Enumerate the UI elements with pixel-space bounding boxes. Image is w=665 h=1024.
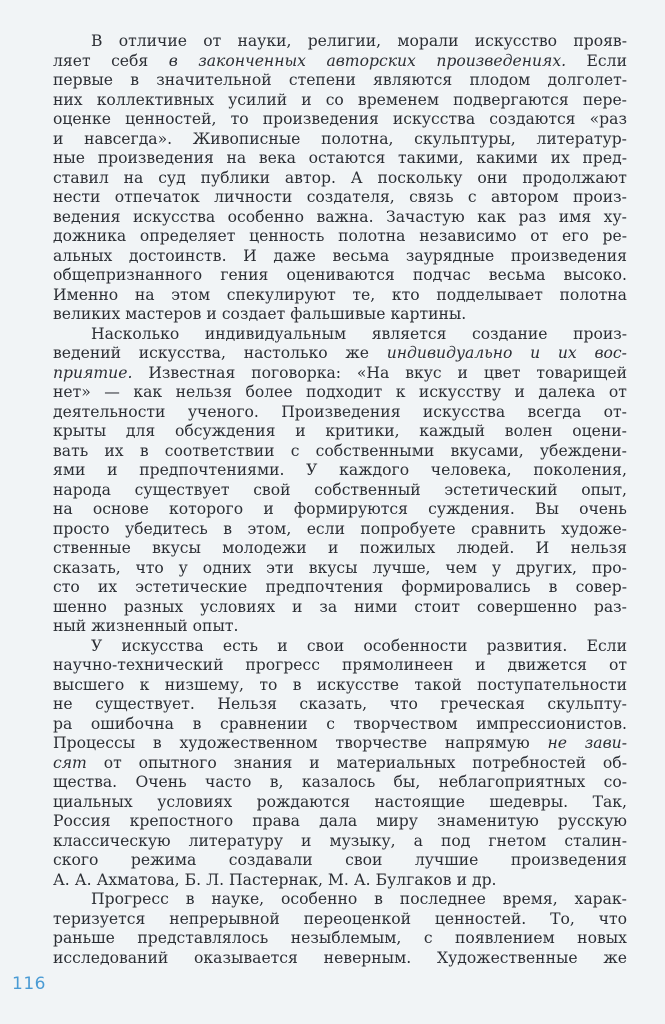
text-line: научно-технический прогресс прямолинеен и движется от	[53, 656, 627, 674]
text-line: альных достоинств. И даже весьма заурядные произведения	[53, 246, 627, 265]
text-line: народа существует свой собственный эстетический опыт,	[53, 480, 627, 499]
text-line: ведения искусства особенно важна. Зачастую как раз имя ху-	[53, 207, 627, 226]
text-line: ственные вкусы молодежи и пожилых людей. И нельзя	[53, 539, 627, 557]
text-line: сто их эстетические предпочтения формировались в совер-	[53, 578, 627, 596]
paragraph-3	[53, 637, 627, 891]
text-line: ского режима создавали свои лучшие произведения	[53, 851, 627, 869]
text-line: не существует. Нельзя сказать, что греческая скульпту-	[53, 695, 627, 713]
text-line: на основе которого и формируются суждения. Вы очень	[53, 500, 627, 518]
text-line: ями и предпочтениями. У каждого человека, поколения,	[53, 461, 627, 479]
text-line: нет» — как нельзя более подходит к искусству и далека от	[53, 383, 627, 401]
text-line: ставил на суд публики автор. А поскольку они продолжают	[53, 168, 627, 187]
text-line: раньше представлялось незыблемым, с появлением новых	[53, 929, 627, 947]
text-line: Насколько индивидуальным является создание произ-	[91, 324, 627, 343]
text-line: А. А. Ахматова, Б. Л. Пастернак, М. А. Булгаков и др.	[53, 870, 497, 889]
text-line: крыты для обсуждения и критики, каждый волен оцени-	[53, 422, 627, 440]
text-line: деятельности ученого. Произведения искусства всегда от-	[53, 402, 627, 421]
body-text	[53, 32, 627, 968]
text-line: сят от опытного знания и материальных потребностей об-	[53, 753, 627, 772]
text-line: Именно на этом спекулируют те, кто подделывает полотна	[53, 285, 627, 304]
text-line: циальных условиях рождаются настоящие шедевры. Так,	[53, 792, 627, 811]
text-line: ные произведения на века остаются такими, какими их пред-	[53, 149, 627, 167]
text-line: Прогресс в науке, особенно в последнее время, харак-	[91, 890, 627, 908]
text-line: У искусства есть и свои особенности развития. Если	[91, 636, 627, 655]
text-line: и навсегда». Живописные полотна, скульптуры, литератур-	[53, 129, 627, 148]
text-line: щества. Очень часто в, казалось бы, неблагоприятных со-	[53, 773, 627, 791]
text-line: высшего к низшему, то в искусстве такой поступательности	[53, 675, 627, 694]
text-line: Процессы в художественном творчестве напрямую не зави-	[53, 734, 627, 752]
text-line: оценке ценностей, то произведения искусства создаются «раз	[53, 110, 627, 128]
text-line: вать их в соответствии с собственными вкусами, убеждени-	[53, 441, 627, 460]
text-line: исследований оказывается неверным. Художественные же	[53, 948, 627, 967]
text-line: ляет себя в законченных авторских произведениях. Если	[53, 51, 627, 70]
text-line: теризуется непрерывной переоценкой ценностей. То, что	[53, 909, 627, 928]
text-line: Россия крепостного права дала миру знаменитую русскую	[53, 812, 627, 830]
text-line: дожника определяет ценность полотна независимо от его ре-	[53, 227, 627, 245]
text-line: ра ошибочна в сравнении с творчеством импрессионистов.	[53, 714, 627, 733]
text-line: нести отпечаток личности создателя, связь с автором произ-	[53, 188, 627, 206]
text-line: шенно разных условиях и за ними стоит совершенно раз-	[53, 597, 627, 616]
text-line: просто убедитесь в этом, если попробуете сравнить художе-	[53, 519, 627, 538]
paragraph-1	[53, 32, 627, 325]
text-line: общепризнанного гения оцениваются подчас весьма высоко.	[53, 266, 627, 284]
text-line: В отличие от науки, религии, морали искусство прояв-	[91, 32, 627, 50]
text-line: них коллективных усилий и со временем подвергаются пере-	[53, 90, 627, 109]
text-line: сказать, что у одних эти вкусы лучше, чем у других, про-	[53, 558, 627, 577]
text-line: классическую литературу и музыку, а под гнетом сталин-	[53, 831, 627, 850]
text-line: ный жизненный опыт.	[53, 617, 239, 635]
text-line: великих мастеров и создает фальшивые картины.	[53, 305, 467, 323]
text-line: приятие. Известная поговорка: «На вкус и цвет товарищей	[53, 363, 627, 382]
paragraph-2	[53, 325, 627, 637]
text-line: первые в значительной степени являются плодом долголет-	[53, 71, 627, 89]
paragraph-4	[53, 890, 627, 968]
page-number: 116	[12, 974, 46, 994]
text-line: ведений искусства, настолько же индивидуально и их вос-	[53, 344, 627, 362]
